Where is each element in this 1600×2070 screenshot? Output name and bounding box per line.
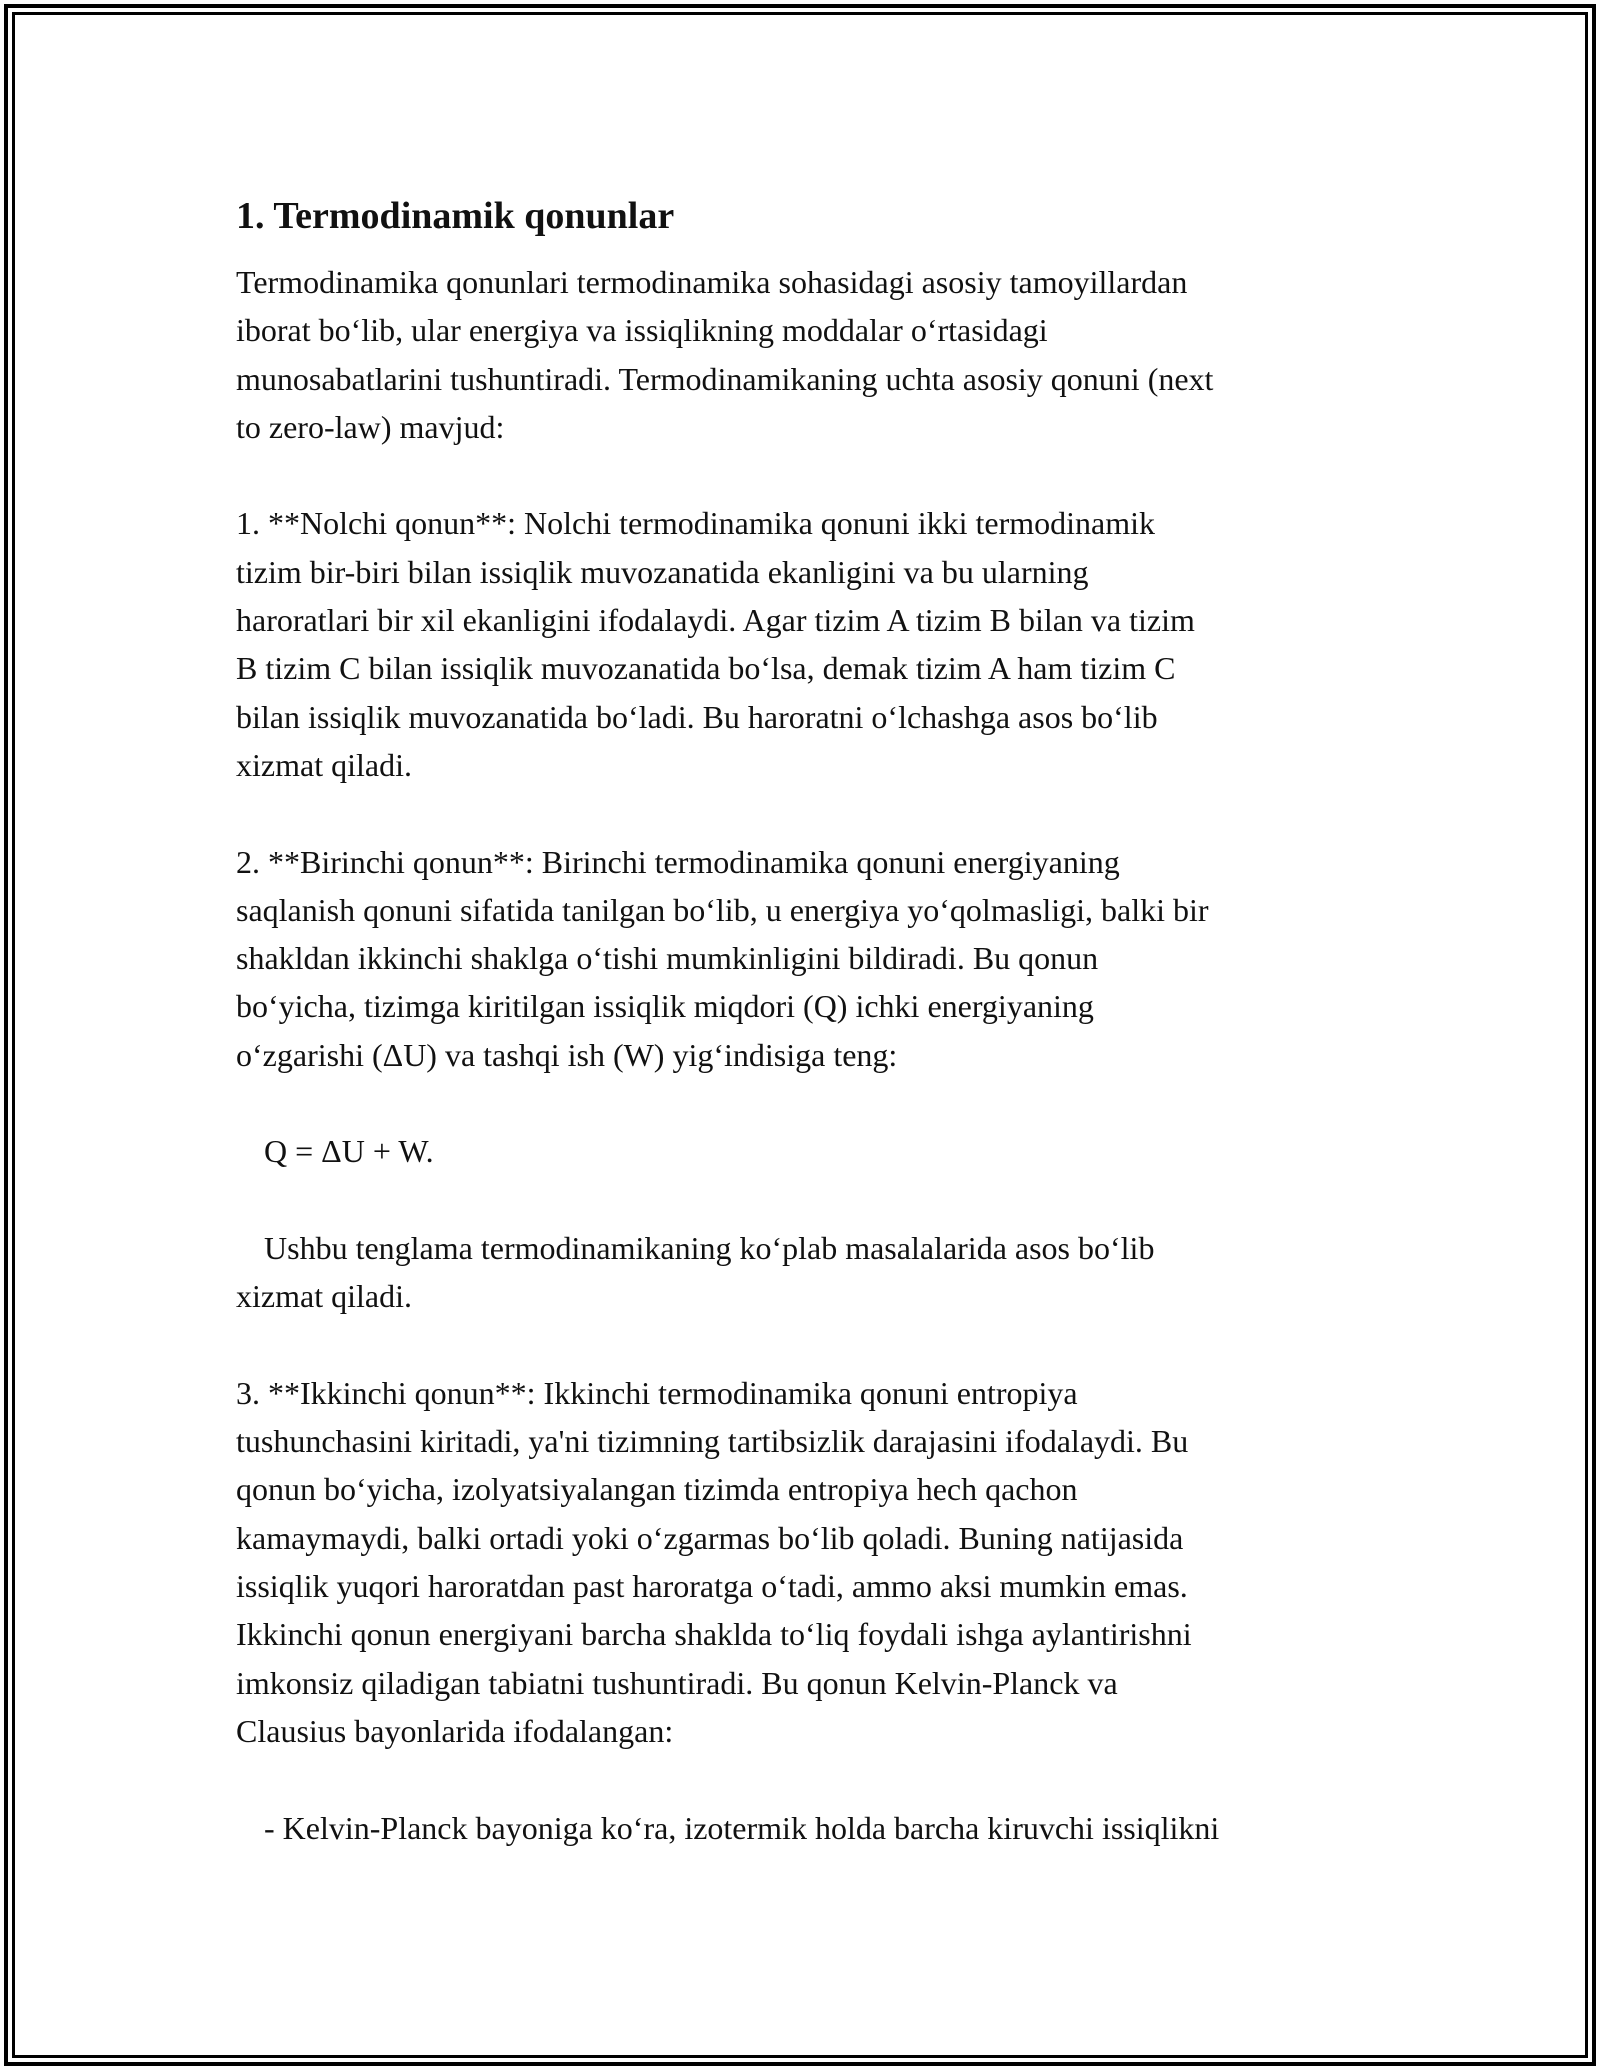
second-law-paragraph: 3. **Ikkinchi qonun**: Ikkinchi termodinamika qonuni entropiya tushunchasini kiritadi, ya'ni tizimning tartibsizlik darajasini ifodalaydi. Bu qonun bo‘yicha, izolyatsiyalangan tizimda entropiya hech qachon kamaymaydi, balki ortadi yoki o‘zgarmas bo‘lib qoladi. Buning natijasida issiqlik yuqori haroratdan past haroratga o‘tadi, ammo aksi mumkin emas. Ikkinchi qonun energiyani barcha shaklda to‘liq foydali ishga aylantirishni imkonsiz qiladigan tabiatni tushuntiradi. Bu qonun Kelvin-Planck va Clausius bayonlarida ifodalangan: (236, 1374, 1192, 1749)
equation-note-text: Ushbu tenglama termodinamikaning ko‘plab masalalarida asos bo‘lib xizmat qiladi. (236, 1229, 1155, 1315)
paragraph-gap (236, 789, 1376, 837)
paragraph-gap (236, 1755, 1376, 1803)
paragraph-gap (236, 1176, 1376, 1224)
first-law-paragraph: 2. **Birinchi qonun**: Birinchi termodinamika qonuni energiyaning saqlanish qonuni sifatida tanilgan bo‘lib, u energiya yo‘qolmasligi, balki bir shakldan ikkinchi shaklga o‘tishi mumkinligini bildiradi. Bu qonun bo‘yicha, tizimga kiritilgan issiqlik miqdori (Q) ichki energiyaning o‘zgarishi (ΔU) va tashqi ish (W) yig‘indisiga teng: (236, 843, 1209, 1073)
document-body (236, 186, 1376, 1852)
paragraph-gap (236, 451, 1376, 499)
section-title: 1. Termodinamik qonunlar (236, 195, 675, 237)
paragraph-gap (236, 1321, 1376, 1369)
zeroth-law-paragraph: 1. **Nolchi qonun**: Nolchi termodinamika qonuni ikki termodinamik tizim bir-biri bilan issiqlik muvozanatida ekanligini va bu ularning haroratlari bir xil ekanligini ifodalaydi. Agar tizim A tizim B bilan va tizim B tizim C bilan issiqlik muvozanatida bo‘lsa, demak tizim A ham tizim C bilan issiqlik muvozanatida bo‘ladi. Bu haroratni o‘lchashga asos bo‘lib xizmat qiladi. (236, 505, 1195, 783)
paragraph-gap (236, 1079, 1376, 1127)
kelvin-planck-bullet: - Kelvin-Planck bayoniga ko‘ra, izotermik holda barcha kiruvchi issiqlikni (264, 1809, 1220, 1846)
intro-paragraph: Termodinamika qonunlari termodinamika sohasidagi asosiy tamoyillardan iborat bo‘lib, ular energiya va issiqlikning moddalar o‘rtasidagi munosabatlarini tushuntiradi. Termodinamikaning uchta asosiy qonuni (next to zero-law) mavjud: (236, 264, 1214, 445)
first-law-equation: Q = ΔU + W. (264, 1133, 434, 1170)
equation-note-paragraph (236, 1224, 1376, 1321)
